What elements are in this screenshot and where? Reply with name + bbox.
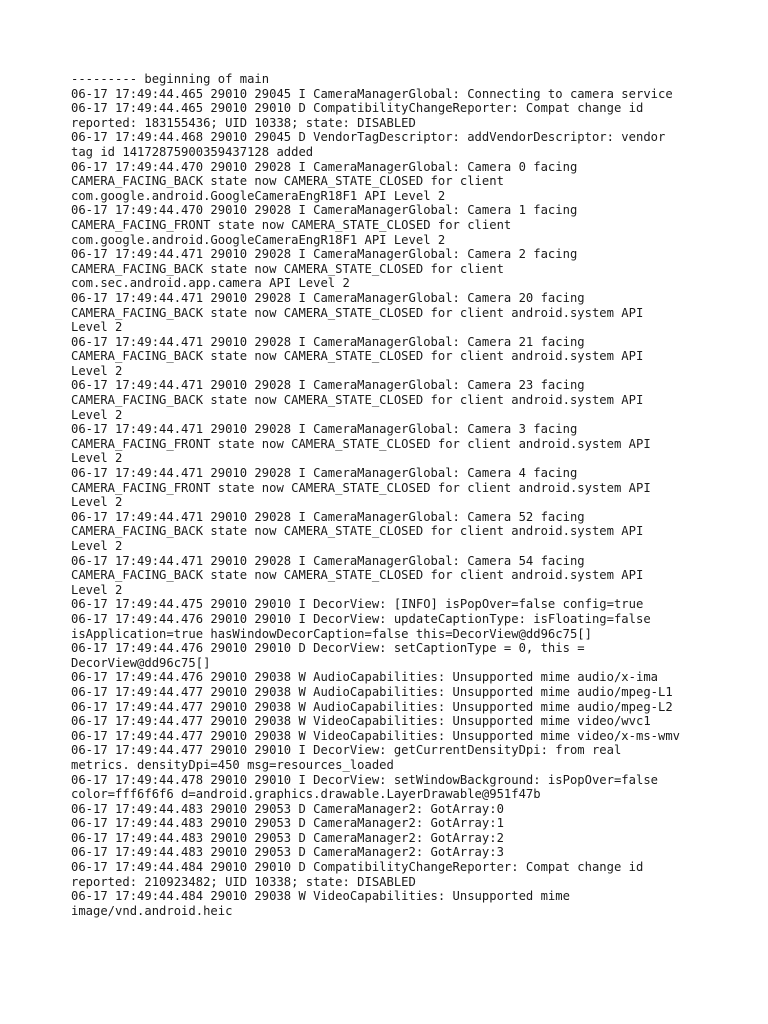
log-line: 06-17 17:49:44.470 29010 29028 I CameraManagerGlobal: Camera 1 facing: [71, 203, 578, 218]
log-line: Level 2: [71, 363, 123, 378]
log-line: CAMERA_FACING_BACK state now CAMERA_STATE_CLOSED for client android.system API: [71, 349, 644, 364]
log-line: reported: 183155436; UID 10338; state: DISABLED: [71, 115, 416, 130]
log-line: 06-17 17:49:44.476 29010 29038 W AudioCapabilities: Unsupported mime audio/x-ima: [71, 670, 658, 685]
log-line: 06-17 17:49:44.471 29010 29028 I CameraManagerGlobal: Camera 52 facing: [71, 509, 585, 524]
log-line: 06-17 17:49:44.477 29010 29038 W AudioCapabilities: Unsupported mime audio/mpeg-L1: [71, 684, 673, 699]
log-line: CAMERA_FACING_BACK state now CAMERA_STATE_CLOSED for client: [71, 174, 504, 189]
log-line: 06-17 17:49:44.471 29010 29028 I CameraManagerGlobal: Camera 23 facing: [71, 378, 585, 393]
log-line: Level 2: [71, 451, 123, 466]
log-line: color=fff6f6f6 d=android.graphics.drawable.LayerDrawable@951f47b: [71, 787, 541, 802]
log-line: metrics. densityDpi=450 msg=resources_loaded: [71, 757, 394, 772]
log-line: 06-17 17:49:44.484 29010 29010 D CompatibilityChangeReporter: Compat change id: [71, 860, 644, 875]
log-line: Level 2: [71, 407, 123, 422]
log-line: 06-17 17:49:44.471 29010 29028 I CameraManagerGlobal: Camera 2 facing: [71, 247, 578, 262]
log-line: CAMERA_FACING_BACK state now CAMERA_STATE_CLOSED for client android.system API: [71, 305, 644, 320]
log-line: 06-17 17:49:44.471 29010 29028 I CameraManagerGlobal: Camera 3 facing: [71, 422, 578, 437]
log-line: CAMERA_FACING_BACK state now CAMERA_STATE_CLOSED for client android.system API: [71, 568, 644, 583]
log-line: 06-17 17:49:44.483 29010 29053 D CameraManager2: GotArray:3: [71, 845, 504, 860]
log-line: 06-17 17:49:44.471 29010 29028 I CameraManagerGlobal: Camera 21 facing: [71, 334, 585, 349]
log-line: 06-17 17:49:44.476 29010 29010 I DecorView: updateCaptionType: isFloating=false: [71, 611, 651, 626]
log-line: 06-17 17:49:44.477 29010 29038 W VideoCapabilities: Unsupported mime video/wvc1: [71, 714, 651, 729]
log-line: 06-17 17:49:44.477 29010 29038 W AudioCapabilities: Unsupported mime audio/mpeg-L2: [71, 699, 673, 714]
log-line: 06-17 17:49:44.476 29010 29010 D DecorView: setCaptionType = 0, this =: [71, 641, 585, 656]
log-line: 06-17 17:49:44.478 29010 29010 I DecorView: setWindowBackground: isPopOver=false: [71, 772, 658, 787]
log-line: com.sec.android.app.camera API Level 2: [71, 276, 350, 291]
log-line: com.google.android.GoogleCameraEngR18F1 API Level 2: [71, 232, 446, 247]
log-line: CAMERA_FACING_FRONT state now CAMERA_STATE_CLOSED for client android.system API: [71, 436, 651, 451]
log-line: 06-17 17:49:44.465 29010 29010 D CompatibilityChangeReporter: Compat change id: [71, 101, 644, 116]
log-line: reported: 210923482; UID 10338; state: DISABLED: [71, 874, 416, 889]
log-line: 06-17 17:49:44.484 29010 29038 W VideoCapabilities: Unsupported mime: [71, 889, 570, 904]
log-line: tag id 14172875900359437128 added: [71, 144, 314, 159]
log-line: --------- beginning of main: [71, 72, 270, 86]
log-line: 06-17 17:49:44.471 29010 29028 I CameraManagerGlobal: Camera 20 facing: [71, 290, 585, 305]
logcat-text: [71, 72, 751, 918]
log-line: DecorView@dd96c75[]: [71, 655, 211, 670]
log-line: 06-17 17:49:44.483 29010 29053 D CameraManager2: GotArray:0: [71, 801, 504, 816]
log-line: 06-17 17:49:44.465 29010 29045 I CameraManagerGlobal: Connecting to camera service: [71, 86, 673, 101]
log-line: 06-17 17:49:44.475 29010 29010 I DecorView: [INFO] isPopOver=false config=true: [71, 597, 644, 612]
log-line: Level 2: [71, 539, 123, 553]
log-line: 06-17 17:49:44.470 29010 29028 I CameraManagerGlobal: Camera 0 facing: [71, 159, 578, 174]
log-line: 06-17 17:49:44.483 29010 29053 D CameraManager2: GotArray:2: [71, 830, 504, 845]
log-line: 06-17 17:49:44.468 29010 29045 D VendorTagDescriptor: addVendorDescriptor: vendor: [71, 130, 666, 145]
log-line: Level 2: [71, 495, 123, 510]
log-line: 06-17 17:49:44.471 29010 29028 I CameraManagerGlobal: Camera 54 facing: [71, 553, 585, 568]
log-line: Level 2: [71, 320, 123, 335]
log-line: isApplication=true hasWindowDecorCaption=false this=DecorView@dd96c75[]: [71, 626, 592, 641]
log-line: 06-17 17:49:44.483 29010 29053 D CameraManager2: GotArray:1: [71, 816, 504, 831]
log-line: CAMERA_FACING_FRONT state now CAMERA_STATE_CLOSED for client android.system API: [71, 480, 651, 495]
log-line: CAMERA_FACING_BACK state now CAMERA_STATE_CLOSED for client android.system API: [71, 393, 644, 408]
log-line: 06-17 17:49:44.471 29010 29028 I CameraManagerGlobal: Camera 4 facing: [71, 466, 578, 481]
log-line: CAMERA_FACING_BACK state now CAMERA_STATE_CLOSED for client: [71, 261, 504, 276]
log-line: com.google.android.GoogleCameraEngR18F1 API Level 2: [71, 188, 446, 203]
log-line: 06-17 17:49:44.477 29010 29038 W VideoCapabilities: Unsupported mime video/x-ms-wmv: [71, 728, 681, 743]
log-line: Level 2: [71, 582, 123, 597]
log-line: 06-17 17:49:44.477 29010 29010 I DecorView: getCurrentDensityDpi: from real: [71, 743, 622, 758]
log-line: CAMERA_FACING_BACK state now CAMERA_STATE_CLOSED for client android.system API: [71, 524, 644, 539]
log-line: CAMERA_FACING_FRONT state now CAMERA_STATE_CLOSED for client: [71, 217, 512, 232]
log-line: image/vnd.android.heic: [71, 903, 233, 918]
